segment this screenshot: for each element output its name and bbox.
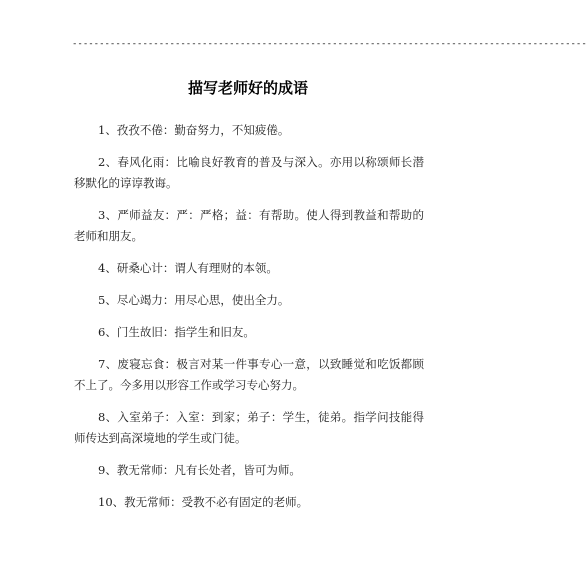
idiom-list [74, 120, 424, 524]
list-item: 6、门生故旧：指学生和旧友。 [98, 325, 255, 339]
list-item: 7、废寝忘食：极言对某一件事专心一意，以致睡觉和吃饭都顾不上了。今多用以形容工作或学习专心努力。 [74, 357, 424, 392]
list-item: 4、研桑心计：谓人有理财的本领。 [98, 261, 278, 275]
list-item: 2、春风化雨：比喻良好教育的普及与深入。亦用以称颂师长潜移默化的谆谆教诲。 [74, 155, 424, 190]
list-item: 10、教无常师：受教不必有固定的老师。 [98, 495, 309, 509]
list-item: 3、严师益友：严：严格；益：有帮助。使人得到教益和帮助的老师和朋友。 [74, 208, 424, 243]
separator-line: ----------------------------------------------------------------------------------------------- [72, 39, 587, 49]
document-title: 描写老师好的成语 [187, 79, 308, 97]
list-item: 9、教无常师：凡有长处者，皆可为师。 [98, 463, 301, 477]
list-item: 8、入室弟子：入室：到家；弟子：学生，徒弟。指学问技能得师传达到高深境地的学生或门徒。 [74, 410, 424, 445]
list-item: 1、孜孜不倦：勤奋努力，不知疲倦。 [98, 123, 290, 137]
list-item: 5、尽心竭力：用尽心思，使出全力。 [98, 293, 290, 307]
